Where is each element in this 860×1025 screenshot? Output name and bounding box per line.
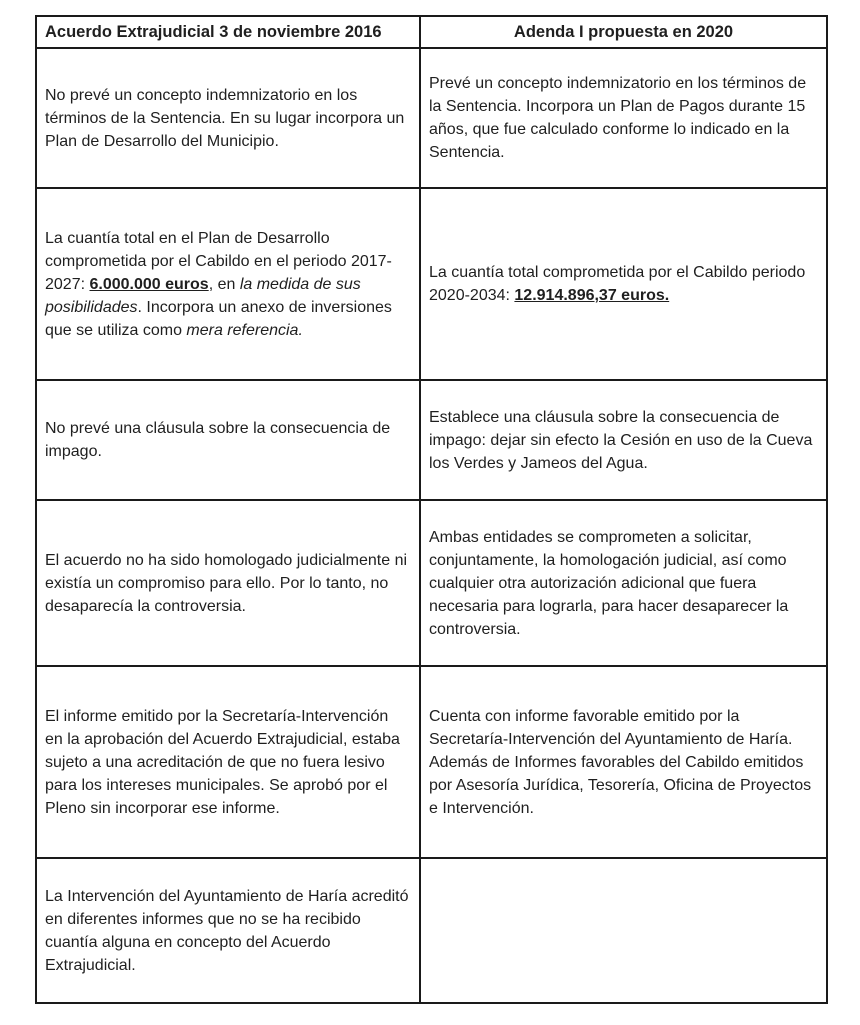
text-run-italic: la medida de sus posibilidades: [45, 275, 361, 316]
text-run: . Incorpora un anexo de inversiones que se utiliza como: [45, 298, 392, 339]
table-row-intervencion: [36, 858, 827, 1003]
column-header-adenda-2020: Adenda I propuesta en 2020: [420, 16, 827, 48]
cell-2020-informes: [420, 666, 827, 858]
text-run: No prevé un concepto indemnizatorio en los términos de la Sentencia. En su lugar incorpora un Plan de Desarrollo del Municipio.: [45, 86, 405, 150]
table-row-impago: [36, 380, 827, 500]
table-row-indemnizacion: [36, 48, 827, 188]
text-run: La cuantía total comprometida por el Cabildo periodo 2020-2034:: [429, 264, 806, 304]
amount-2020-highlight: 12.914.896,37 euros.: [514, 287, 670, 304]
table-header-row: [36, 16, 827, 48]
table-row-cuantia: [36, 188, 827, 380]
text-run: Establece una cláusula sobre la consecuencia de impago: dejar sin efecto la Cesión en uso de la Cueva los Verdes y Jameos del Agua.: [429, 408, 813, 472]
cell-2016-intervencion: [36, 858, 420, 1003]
cell-2020-cuantia: [420, 188, 827, 380]
text-run: La Intervención del Ayuntamiento de Haría acreditó en diferentes informes que no se ha recibido cuantía alguna en concepto del Acuerdo Extrajudicial.: [45, 887, 409, 974]
text-run: Prevé un concepto indemnizatorio en los términos de la Sentencia. Incorpora un Plan de Pagos durante 15 años, que fue calculado conforme lo indicado en la Sentencia.: [429, 75, 807, 161]
text-run: Cuenta con informe favorable emitido por la Secretaría-Intervención del Ayuntamiento de Haría. Además de Informes favorables del Cabildo emitidos por Asesoría Jurídica, Tesorería, Oficina de Proyectos e Intervención.: [429, 707, 812, 817]
comparison-table: [35, 15, 828, 1004]
cell-2016-homologacion: [36, 500, 420, 666]
table-row-informes: [36, 666, 827, 858]
text-run: No prevé una cláusula sobre la consecuencia de impago.: [45, 420, 391, 460]
cell-2016-cuantia: [36, 188, 420, 380]
cell-2016-impago: [36, 380, 420, 500]
cell-2020-empty: [420, 858, 827, 1003]
table-row-homologacion: [36, 500, 827, 666]
text-run: El informe emitido por la Secretaría-Intervención en la aprobación del Acuerdo Extrajudicial, estaba sujeto a una acreditación de que no fuera lesivo para los intereses municipales. Se aprobó por el Pleno sin incorporar ese informe.: [45, 707, 400, 817]
cell-2016-indemnizacion: [36, 48, 420, 188]
text-run: Ambas entidades se comprometen a solicitar, conjuntamente, la homologación judicial, así como cualquier otra autorización adicional que fuera necesaria para lograrla, para hacer desaparecer la controversia.: [429, 528, 789, 638]
text-run: , en: [208, 275, 240, 293]
cell-2020-homologacion: [420, 500, 827, 666]
cell-2020-impago: [420, 380, 827, 500]
cell-2020-indemnizacion: [420, 48, 827, 188]
text-run-italic: mera referencia.: [186, 321, 303, 339]
text-run: La cuantía total en el Plan de Desarrollo comprometida por el Cabildo en el periodo 2017-2027:: [45, 229, 392, 293]
text-run: El acuerdo no ha sido homologado judicialmente ni existía un compromiso para ello. Por lo tanto, no desaparecía la controversia.: [45, 551, 408, 615]
amount-2016-highlight: 6.000.000 euros: [89, 275, 209, 293]
cell-2016-informes: [36, 666, 420, 858]
column-header-acuerdo-2016: Acuerdo Extrajudicial 3 de noviembre 2016: [36, 16, 420, 48]
